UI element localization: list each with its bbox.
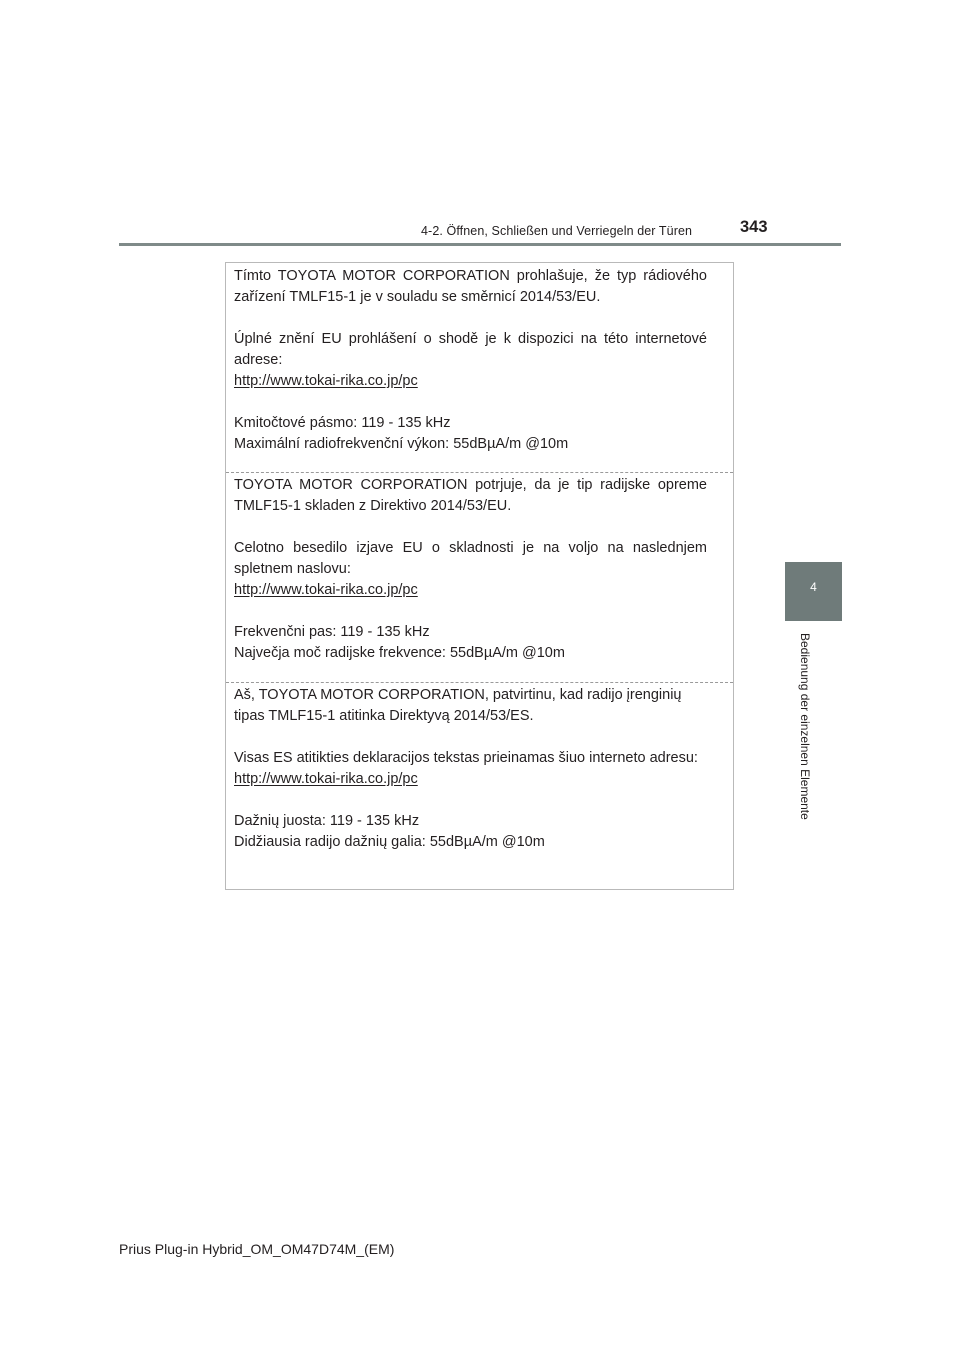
- max-power: Didžiausia radijo dažnių galia: 55dBµA/m @10m: [234, 834, 545, 850]
- declaration-section-lithuanian: [226, 685, 733, 853]
- declaration-url-link[interactable]: http://www.tokai-rika.co.jp/pc: [234, 373, 418, 389]
- section-title: 4-2. Öffnen, Schließen und Verriegeln der Türen: [421, 224, 693, 238]
- radio-declaration-box: [225, 262, 734, 890]
- declaration-text: Tímto TOYOTA MOTOR CORPORATION prohlašuje, že typ rádiového zařízení TMLF15-1 je v souladu se směrnicí 2014/53/EU.: [234, 268, 707, 305]
- chapter-tab: [785, 562, 842, 621]
- page-number: 343: [740, 218, 768, 236]
- header-divider: [119, 243, 841, 246]
- max-power: Največja moč radijske frekvence: 55dBµA/m @10m: [234, 645, 565, 661]
- chapter-label: Bedienung der einzelnen Elemente: [798, 633, 812, 820]
- frequency-band: Frekvenčni pas: 119 - 135 kHz: [234, 624, 430, 640]
- full-text-intro: Celotno besedilo izjave EU o skladnosti je na voljo na naslednjem spletnem naslovu:: [234, 540, 707, 577]
- max-power: Maximální radiofrekvenční výkon: 55dBµA/m @10m: [234, 436, 569, 452]
- frequency-band: Kmitočtové pásmo: 119 - 135 kHz: [234, 415, 451, 431]
- footer-manual-id: Prius Plug-in Hybrid_OM_OM47D74M_(EM): [119, 1241, 395, 1257]
- full-text-intro: Úplné znění EU prohlášení o shodě je k dispozici na této internetové adrese:: [234, 331, 707, 368]
- declaration-section-czech: [226, 266, 733, 455]
- full-text-intro: Visas ES atitikties deklaracijos tekstas prieinamas šiuo interneto adresu:: [234, 750, 698, 766]
- chapter-number: 4: [810, 580, 817, 594]
- declaration-text: Aš, TOYOTA MOTOR CORPORATION, patvirtinu, kad radijo įrenginių tipas TMLF15-1 atitinka Direktyvą 2014/53/ES.: [234, 687, 682, 724]
- declaration-url-link[interactable]: http://www.tokai-rika.co.jp/pc: [234, 582, 418, 598]
- frequency-band: Dažnių juosta: 119 - 135 kHz: [234, 813, 420, 829]
- section-divider: [226, 682, 733, 683]
- declaration-text: TOYOTA MOTOR CORPORATION potrjuje, da je tip radijske opreme TMLF15-1 skladen z Direktivo 2014/53/EU.: [234, 477, 707, 514]
- section-divider: [226, 472, 733, 473]
- declaration-section-slovenian: [226, 475, 733, 664]
- declaration-url-link[interactable]: http://www.tokai-rika.co.jp/pc: [234, 771, 418, 787]
